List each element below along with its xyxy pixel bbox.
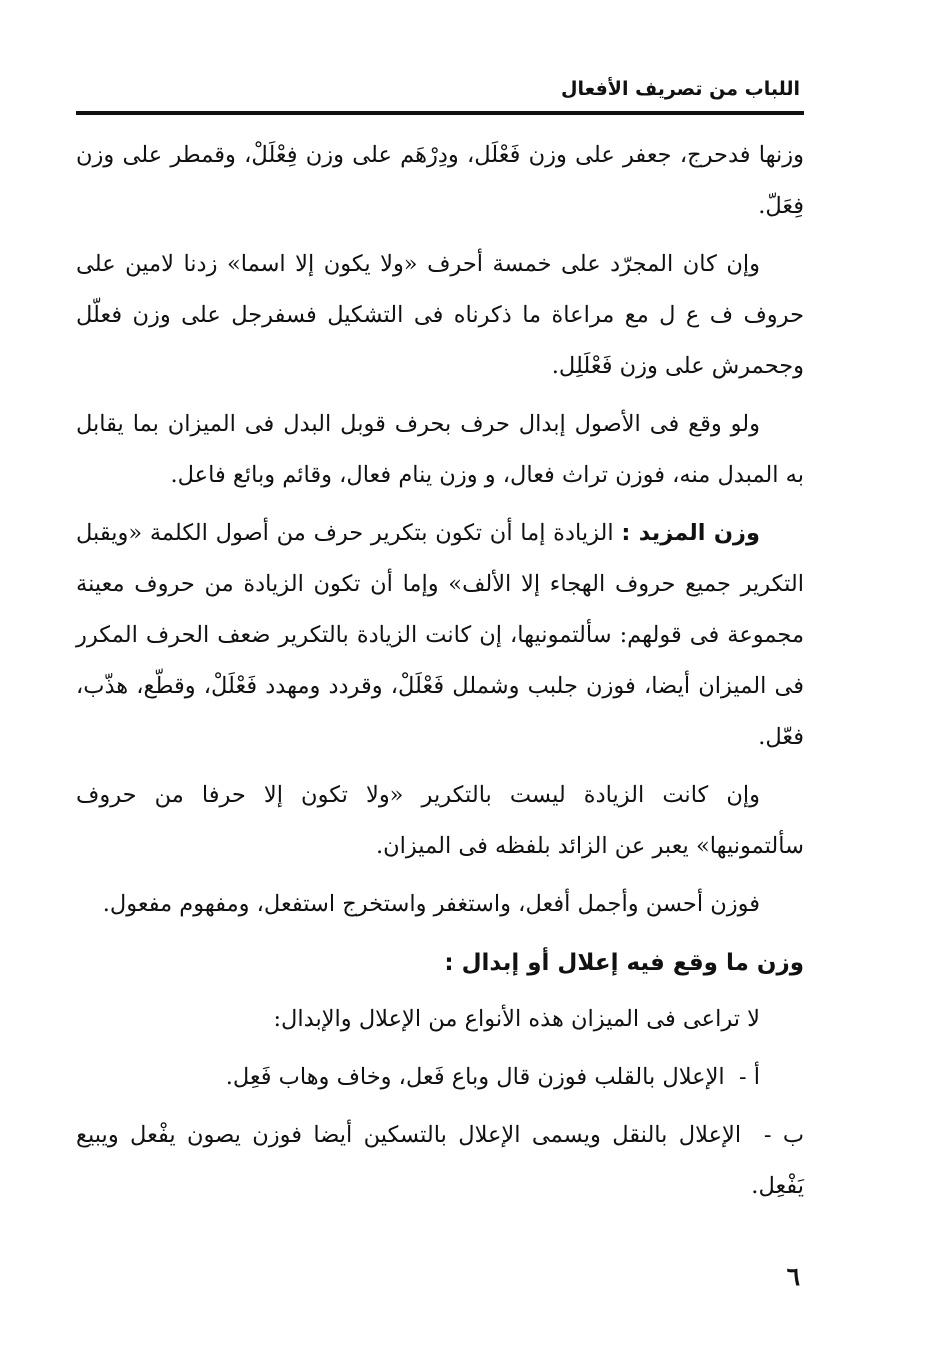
paragraph-1: وزنها فدحرج، جعفر على وزن فَعْلَل، ودِرْهَم على وزن فِعْلَلْ، وقمطر على وزن فِعَلّ. [76,142,804,219]
paragraph-3: ولو وقع فى الأصول إبدال حرف بحرف قوبل البدل فى الميزان بما يقابل به المبدل منه، فوزن تراث فعال، و وزن ينام فعال، وقائم وبائع فاعل. [76,411,804,488]
paragraph-4-text: الزيادة إما أن تكون بتكرير حرف من أصول الكلمة «ويقبل التكرير جميع حروف الهجاء إلا الألف» وإما أن تكون الزيادة من حروف معينة مجموعة فى قولهم: سألتمونيها، إن كانت الزيادة بالتكرير ضعف الحرف المكرر فى الميزان أيضا، فوزن جلبب وشملل فَعْلَلْ، وقردد ومهدد فَعْلَلْ، وقطّع، هذّب، فعّل. [76,520,804,750]
list-item-a [76,1052,804,1103]
paragraph-2: وإن كان المجرّد على خمسة أحرف «ولا يكون إلا اسما» زدنا لامين على حروف ف ع ل مع مراعاة ما ذكرناه فى التشكيل فسفرجل على وزن فعلّل وجحمرش على وزن فَعْلَلِل. [76,251,804,379]
header-rule [76,111,804,115]
paragraph-4 [76,508,804,763]
running-title: اللباب من تصريف الأفعال [561,78,800,100]
list-text-a: الإعلال بالقلب فوزن قال وباع فَعل، وخاف وهاب فَعِل. [225,1064,725,1090]
body-text [76,130,804,1219]
term-heading: وزن المزيد : [621,520,760,546]
list-marker-b: ب - [763,1122,805,1148]
paragraph-5: وإن كانت الزيادة ليست بالتكرير «ولا تكون إلا حرفا من حروف سألتمونيها» يعبر عن الزائد بلفظه فى الميزان. [76,782,804,859]
page-number: ٦ [786,1262,800,1291]
section-intro: لا تراعى فى الميزان هذه الأنواع من الإعلال والإبدال: [273,1006,760,1032]
list-marker-a: أ - [738,1064,760,1090]
section-heading: وزن ما وقع فيه إعلال أو إبدال : [444,950,804,976]
paragraph-6: فوزن أحسن وأجمل أفعل، واستغفر واستخرج استفعل، ومفهوم مفعول. [102,891,760,917]
list-text-b: الإعلال بالنقل ويسمى الإعلال بالتسكين أيضا فوزن يصون يفْعل ويبيع يَفْعِل. [76,1122,804,1199]
list-item-b [76,1110,804,1212]
